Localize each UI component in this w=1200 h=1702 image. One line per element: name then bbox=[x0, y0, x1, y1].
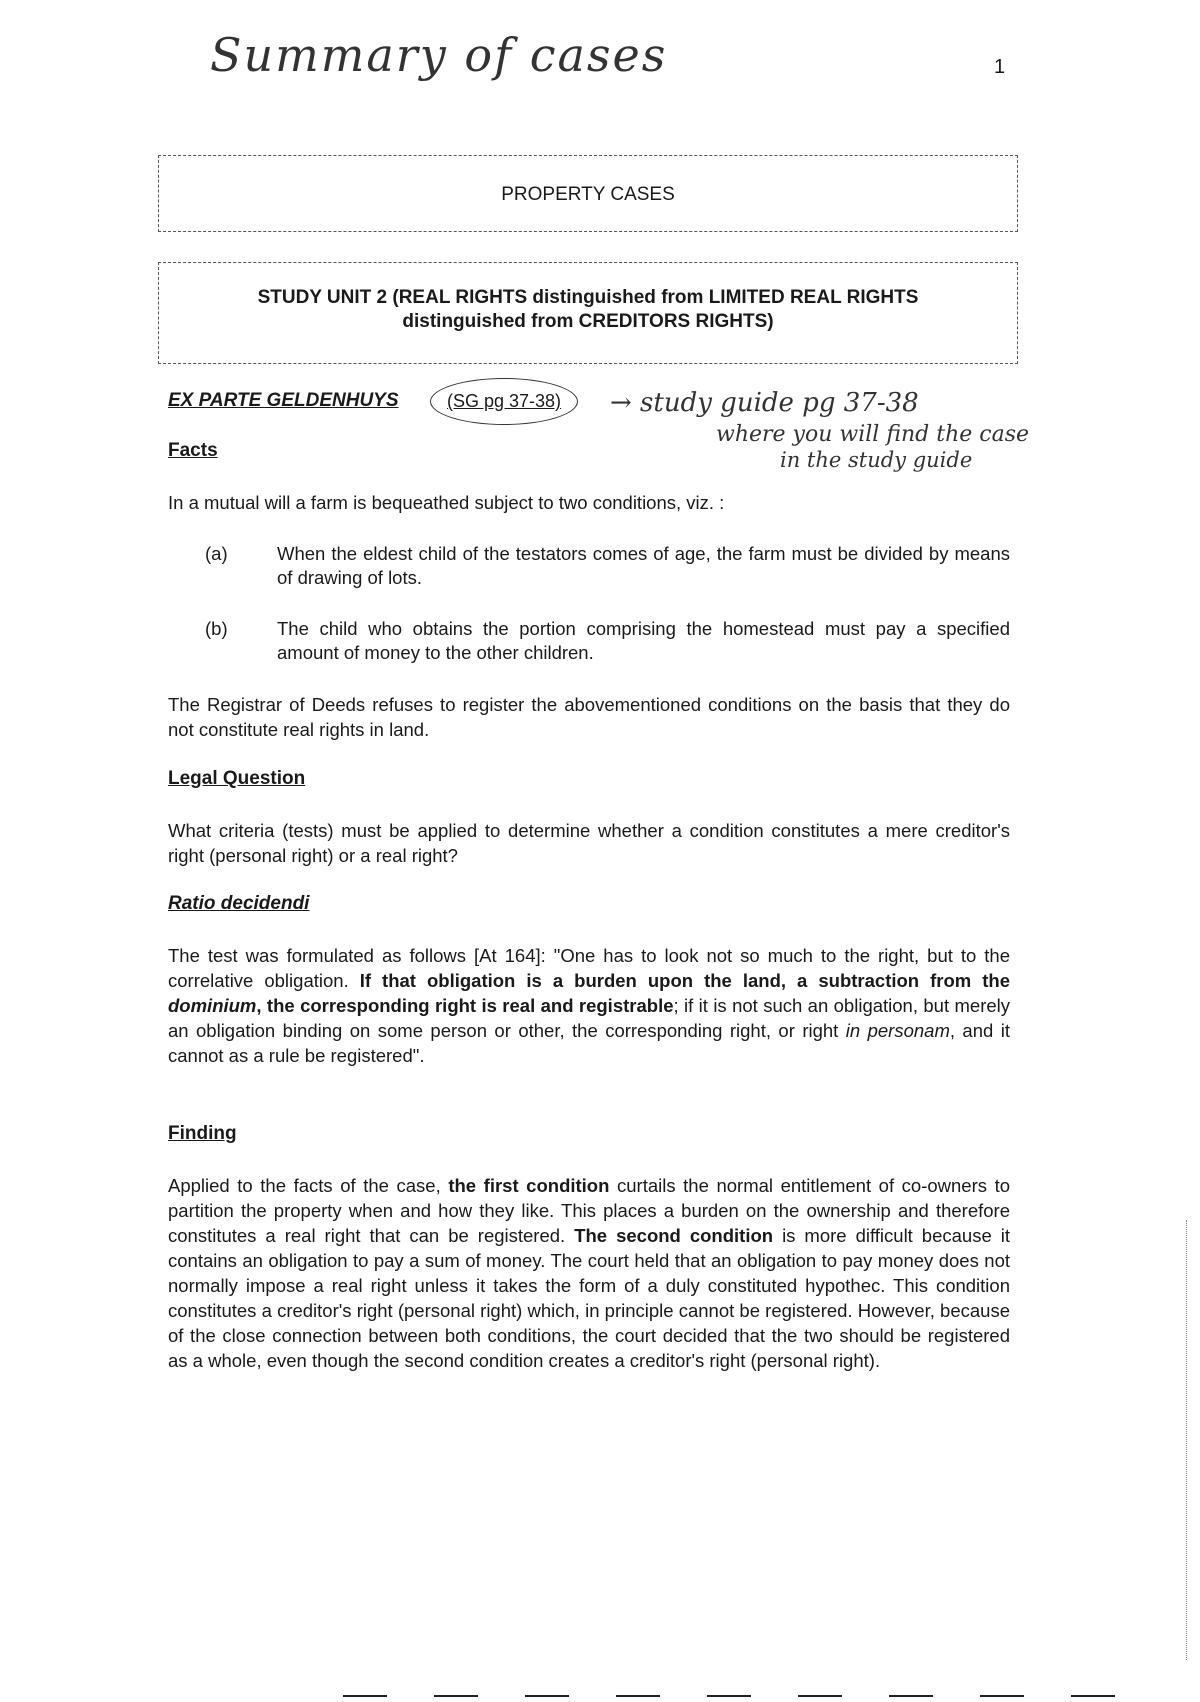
facts-registrar: The Registrar of Deeds refuses to register the abovementioned conditions on the basis that they do not constitute real rights in land. bbox=[168, 694, 1010, 740]
ratio-text bbox=[168, 943, 1010, 1068]
ratio-in-personam: in personam bbox=[845, 1020, 950, 1041]
handwritten-note-1: → study guide pg 37-38 bbox=[610, 388, 919, 418]
page-number: 1 bbox=[994, 56, 1006, 78]
finding-text bbox=[168, 1173, 1010, 1373]
finding-t1: Applied to the facts of the case, bbox=[168, 1175, 449, 1196]
ratio-t1: The test was formulated as follows [At 164]: "One has to look not so much to the right, but to the correlative obligation. bbox=[168, 945, 1010, 991]
ratio-b2: , the corresponding right is real and registrable bbox=[256, 995, 674, 1016]
case-name: EX PARTE GELDENHUYS bbox=[168, 390, 399, 411]
facts-item-b-text: The child who obtains the portion comprising the homestead must pay a specified amount of money to the other children. bbox=[277, 618, 1010, 663]
right-edge-scan-mark bbox=[1186, 1220, 1187, 1660]
ratio-t2: ; if it is not such an obligation, but merely an obligation binding on some person or other, the corresponding right, or right bbox=[168, 995, 1011, 1041]
facts-item-a-text: When the eldest child of the testators comes of age, the farm must be divided by means of drawing of lots. bbox=[277, 543, 1010, 588]
box-title-property-cases: PROPERTY CASES bbox=[501, 184, 675, 205]
ratio-dominium: dominium bbox=[168, 995, 257, 1016]
facts-heading: Facts bbox=[168, 440, 218, 461]
finding-b2: The second condition bbox=[574, 1225, 774, 1246]
finding-b1: the first condition bbox=[448, 1175, 610, 1196]
ratio-t3: , and it cannot as a rule be registered". bbox=[168, 1020, 1010, 1066]
case-reference bbox=[430, 378, 578, 425]
ratio-b1: If that obligation is a burden upon the land, a subtraction from the bbox=[359, 970, 1010, 991]
legal-question-text: What criteria (tests) must be applied to determine whether a condition constitutes a mere creditor's right (personal right) or a real right? bbox=[168, 820, 1010, 866]
handwritten-title: Summary of cases bbox=[210, 28, 668, 82]
study-unit-line2: distinguished from CREDITORS RIGHTS) bbox=[402, 311, 774, 332]
study-unit-line1: STUDY UNIT 2 (REAL RIGHTS distinguished from LIMITED REAL RIGHTS bbox=[257, 287, 919, 308]
bottom-scan-dashes bbox=[343, 1684, 1200, 1687]
property-cases-box bbox=[158, 155, 1018, 232]
handwritten-note-3: in the study guide bbox=[780, 448, 973, 472]
handwritten-note-2: where you will find the case bbox=[716, 422, 1030, 447]
facts-intro: In a mutual will a farm is bequeathed subject to two conditions, viz. : bbox=[168, 492, 725, 513]
legal-question-heading: Legal Question bbox=[168, 768, 306, 789]
ratio-heading: Ratio decidendi bbox=[168, 893, 310, 914]
finding-t2: curtails the normal entitlement of co-owners to partition the property when and how they like. This places a burden on the ownership and therefore constitutes a real right that can be registered. bbox=[168, 1175, 1010, 1246]
finding-t3: is more difficult because it contains an obligation to pay a sum of money. The court held that an obligation to pay money does not normally impose a real right unless it takes the form of a duly constituted hypothec. This condition constitutes a creditor's right (personal right) which, in principle cannot be registered. However, because of the close connection between both conditions, the court decided that the two should be registered as a whole, even though the second condition creates a creditor's right (personal right). bbox=[168, 1225, 1010, 1371]
finding-heading: Finding bbox=[168, 1123, 237, 1144]
facts-item-b-label: (b) bbox=[205, 618, 228, 639]
facts-item-a-label: (a) bbox=[205, 543, 228, 564]
study-unit-box bbox=[158, 262, 1018, 364]
case-title bbox=[168, 390, 399, 412]
case-ref-text: (SG pg 37-38) bbox=[447, 391, 562, 411]
